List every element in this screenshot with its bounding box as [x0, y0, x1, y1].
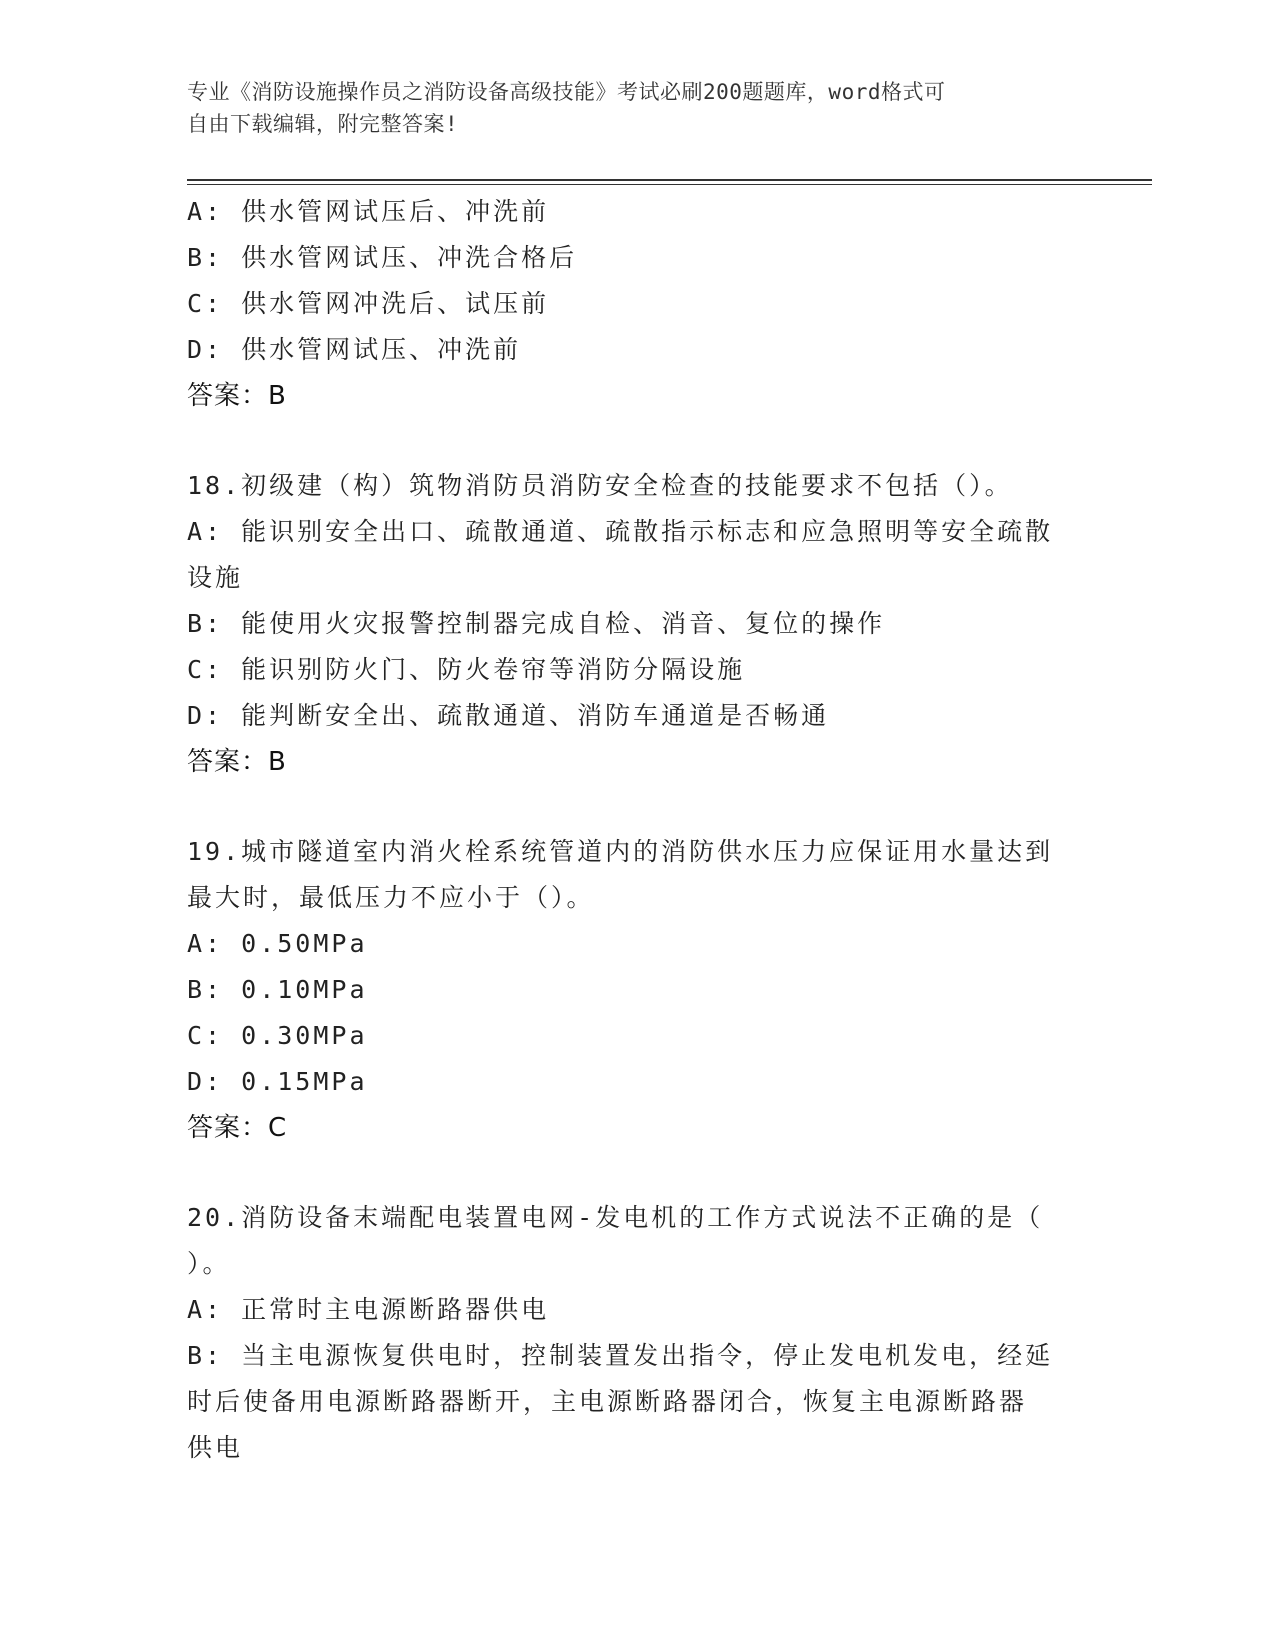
- q18-option-b: B: 能使用火灾报警控制器完成自检、消音、复位的操作: [187, 609, 886, 638]
- q19-option-a: A: 0.50MPa: [187, 929, 368, 958]
- q19-stem-line-2: 最大时，最低压力不应小于（）。: [187, 883, 595, 912]
- q20-stem-line-2: ）。: [187, 1249, 231, 1278]
- q19-option-c: C: 0.30MPa: [187, 1021, 368, 1050]
- q17-option-c: C: 供水管网冲洗后、试压前: [187, 289, 550, 318]
- header-divider-thin: [187, 184, 1152, 185]
- question-19: [187, 829, 1077, 1151]
- header-line-2: 自由下载编辑，附完整答案!: [187, 112, 459, 136]
- question-17: [187, 189, 1077, 419]
- q20-option-b-line-1: B: 当主电源恢复供电时，控制装置发出指令，停止发电机发电，经延: [187, 1341, 1054, 1370]
- q18-stem: 18.初级建（构）筑物消防员消防安全检查的技能要求不包括（）。: [187, 471, 1013, 500]
- header-divider-thick: [187, 179, 1152, 181]
- q20-option-a: A: 正常时主电源断路器供电: [187, 1295, 550, 1324]
- q18-option-a-line-1: A: 能识别安全出口、疏散通道、疏散指示标志和应急照明等安全疏散: [187, 517, 1054, 546]
- document-header: [187, 76, 1087, 140]
- question-content: [187, 189, 1077, 1471]
- q17-option-d: D: 供水管网试压、冲洗前: [187, 335, 522, 364]
- spacer: [187, 1151, 1077, 1195]
- q20-option-b-line-3: 供电: [187, 1433, 244, 1462]
- spacer: [187, 419, 1077, 463]
- q19-option-b: B: 0.10MPa: [187, 975, 368, 1004]
- q19-answer: 答案：C: [187, 1113, 288, 1143]
- q20-option-b-line-2: 时后使备用电源断路器断开，主电源断路器闭合，恢复主电源断路器: [187, 1387, 1028, 1416]
- q18-option-c: C: 能识别防火门、防火卷帘等消防分隔设施: [187, 655, 746, 684]
- q17-option-b: B: 供水管网试压、冲洗合格后: [187, 243, 578, 272]
- q17-answer: 答案：B: [187, 381, 287, 411]
- q19-option-d: D: 0.15MPa: [187, 1067, 368, 1096]
- spacer: [187, 785, 1077, 829]
- q18-answer: 答案：B: [187, 747, 287, 777]
- q18-option-d: D: 能判断安全出、疏散通道、消防车通道是否畅通: [187, 701, 830, 730]
- header-line-1: 专业《消防设施操作员之消防设备高级技能》考试必刷200题题库，word格式可: [187, 80, 946, 104]
- q17-option-a: A: 供水管网试压后、冲洗前: [187, 197, 550, 226]
- question-18: [187, 463, 1077, 785]
- q19-stem-line-1: 19.城市隧道室内消火栓系统管道内的消防供水压力应保证用水量达到: [187, 837, 1054, 866]
- q20-stem-line-1: 20.消防设备末端配电装置电网-发电机的工作方式说法不正确的是（: [187, 1203, 1044, 1232]
- question-20: [187, 1195, 1077, 1471]
- q18-option-a-line-2: 设施: [187, 563, 244, 592]
